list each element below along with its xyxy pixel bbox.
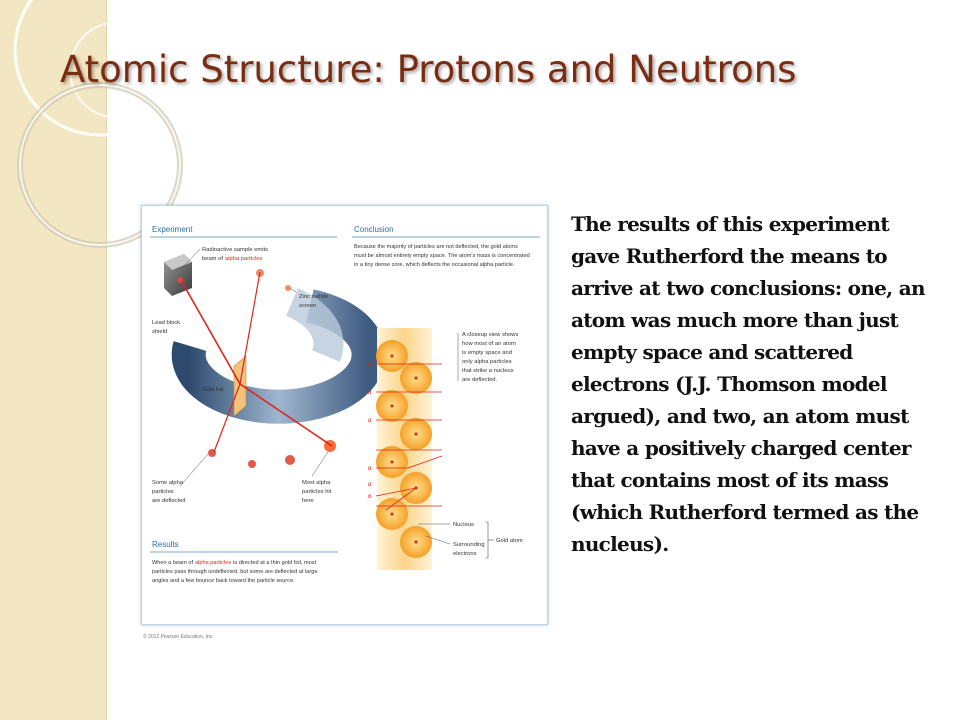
lead-label-2: shield — [152, 329, 168, 335]
zinc-label-1: Zinc sulfide — [299, 294, 329, 300]
electrons-label-2: electrons — [453, 551, 477, 557]
deflected-label-1: Some alpha — [152, 480, 183, 486]
conclusion-line-2: must be almost entirely empty space. The atom's mass is concentrated — [354, 253, 530, 259]
slide-title: Atomic Structure: Protons and Neutrons — [60, 48, 797, 91]
gold-foil-label: Gold foil — [202, 387, 224, 393]
deflected-label-3: are deflected — [152, 498, 186, 504]
alpha-symbol-3: α — [368, 418, 372, 424]
results-line-1 — [152, 560, 317, 566]
alpha-symbol-4: α — [368, 466, 372, 472]
results-line-2: particles pass through undeflected, but some are deflected at large — [152, 569, 318, 575]
deflected-label-2: particles — [152, 489, 174, 495]
closeup-line-5: that strike a nucleus — [462, 368, 514, 374]
results-line-3: angles and a few bounce back toward the particle source. — [152, 578, 295, 584]
electrons-label-1: Surrounding — [453, 542, 485, 548]
source-label-alpha: alpha particles — [225, 256, 263, 262]
alpha-symbol-1: α — [368, 362, 372, 368]
source-label-2: beam of — [202, 256, 223, 262]
hit-label-1: Most alpha — [302, 480, 331, 486]
alpha-symbol-2: α — [368, 390, 372, 396]
experiment-heading: Experiment — [152, 225, 193, 234]
zinc-label-2: screen — [299, 303, 317, 309]
closeup-line-6: are deflected. — [462, 377, 498, 383]
results-heading: Results — [152, 540, 179, 549]
experiment-diagram — [142, 206, 547, 624]
gold-atom-label: Gold atom — [496, 538, 523, 544]
hit-label-2: particles hit — [302, 489, 332, 495]
lead-label-1: Lead block — [152, 320, 181, 326]
closeup-line-1: A closeup view shows — [462, 332, 519, 338]
hit-label-3: here — [302, 498, 314, 504]
alpha-symbol-6: α — [368, 494, 372, 500]
source-label-1: Radioactive sample emits — [202, 247, 269, 253]
results-line-1c: is directed at a thin gold foil, most — [233, 560, 317, 566]
closeup-line-2: how most of an atom — [462, 341, 516, 347]
conclusion-line-1: Because the majority of particles are not deflected, the gold atoms — [354, 244, 518, 250]
results-line-1b: alpha particles — [195, 560, 232, 566]
copyright-notice: © 2012 Pearson Education, Inc. — [143, 634, 214, 640]
conclusion-line-3: in a tiny dense core, which deflects the occasional alpha particle. — [354, 262, 515, 268]
results-line-1a: When a beam of — [152, 560, 194, 566]
slide-body-text: The results of this experiment gave Rutherford the means to arrive at two conclusions: one, an atom was much more than just empty space and scattered electrons (J.J. Thomson model argued), and two, an atom must have a positively charged center that contains most of its mass (which Rutherford termed as the nucleus). — [571, 212, 925, 556]
nucleus-label: Nucleus — [453, 522, 474, 528]
rutherford-experiment-figure — [141, 205, 548, 625]
conclusion-heading: Conclusion — [354, 225, 394, 234]
closeup-line-4: only alpha particles — [462, 359, 512, 365]
closeup-line-3: is empty space and — [462, 350, 512, 356]
alpha-symbol-5: α — [368, 482, 372, 488]
